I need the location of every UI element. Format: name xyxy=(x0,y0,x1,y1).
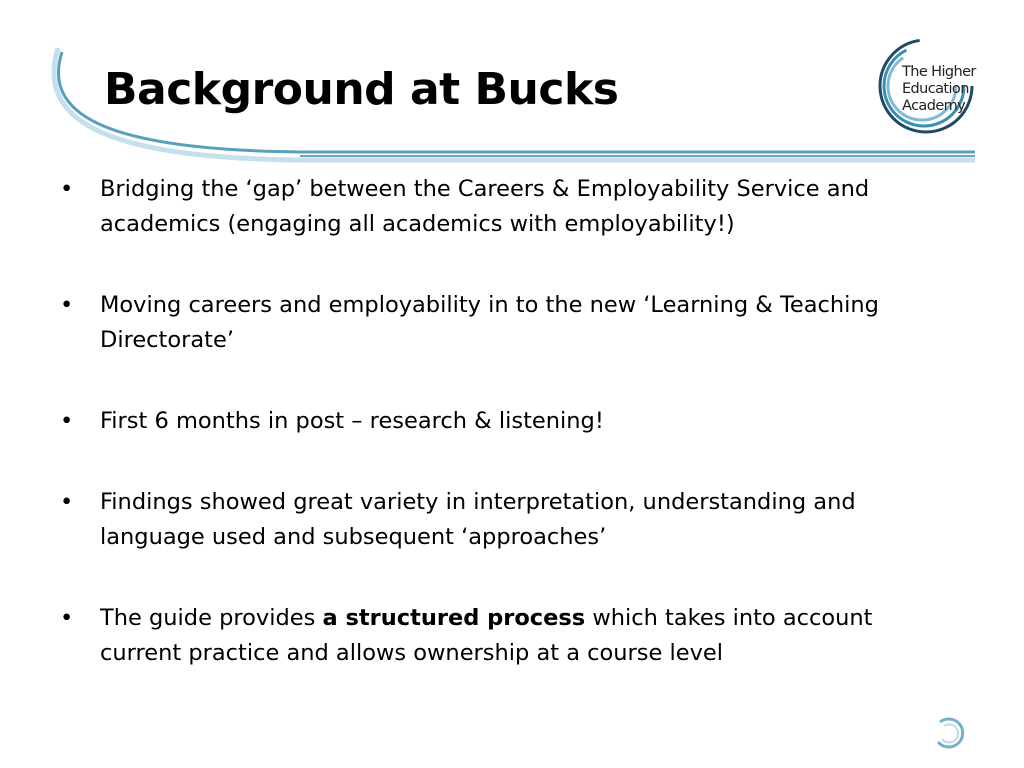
logo-line-2: Education xyxy=(902,81,969,97)
bullet-text: Findings showed great variety in interpretation, understanding and language used and subsequent ‘approaches’ xyxy=(100,489,856,550)
bullet-item xyxy=(60,172,940,242)
hea-logo-text xyxy=(902,64,976,115)
bullet-marker: • xyxy=(60,176,74,202)
bullet-item xyxy=(60,288,940,358)
bullet-text-after: which takes into account current practice and allows ownership at a course level xyxy=(100,605,873,666)
bullet-marker: • xyxy=(60,292,74,318)
bullet-text-bold: a structured process xyxy=(322,605,586,631)
bullet-item xyxy=(60,601,940,671)
bullet-marker: • xyxy=(60,489,74,515)
bullet-list xyxy=(60,172,940,671)
bullet-item xyxy=(60,404,940,439)
bullet-item xyxy=(60,485,940,555)
bullet-text: First 6 months in post – research & listening! xyxy=(100,408,604,434)
bullet-marker: • xyxy=(60,408,74,434)
bullet-text: Moving careers and employability in to the new ‘Learning & Teaching Directorate’ xyxy=(100,292,879,353)
corner-swirl-icon xyxy=(930,712,970,752)
bullet-text: Bridging the ‘gap’ between the Careers & Employability Service and academics (engaging all academics with employability!) xyxy=(100,176,870,237)
bullet-text-before: The guide provides xyxy=(100,605,323,631)
logo-line-3: Academy xyxy=(902,98,966,114)
logo-line-1: The Higher xyxy=(902,64,976,80)
slide-title: Background at Bucks xyxy=(104,64,619,115)
bullet-marker: • xyxy=(60,605,74,631)
